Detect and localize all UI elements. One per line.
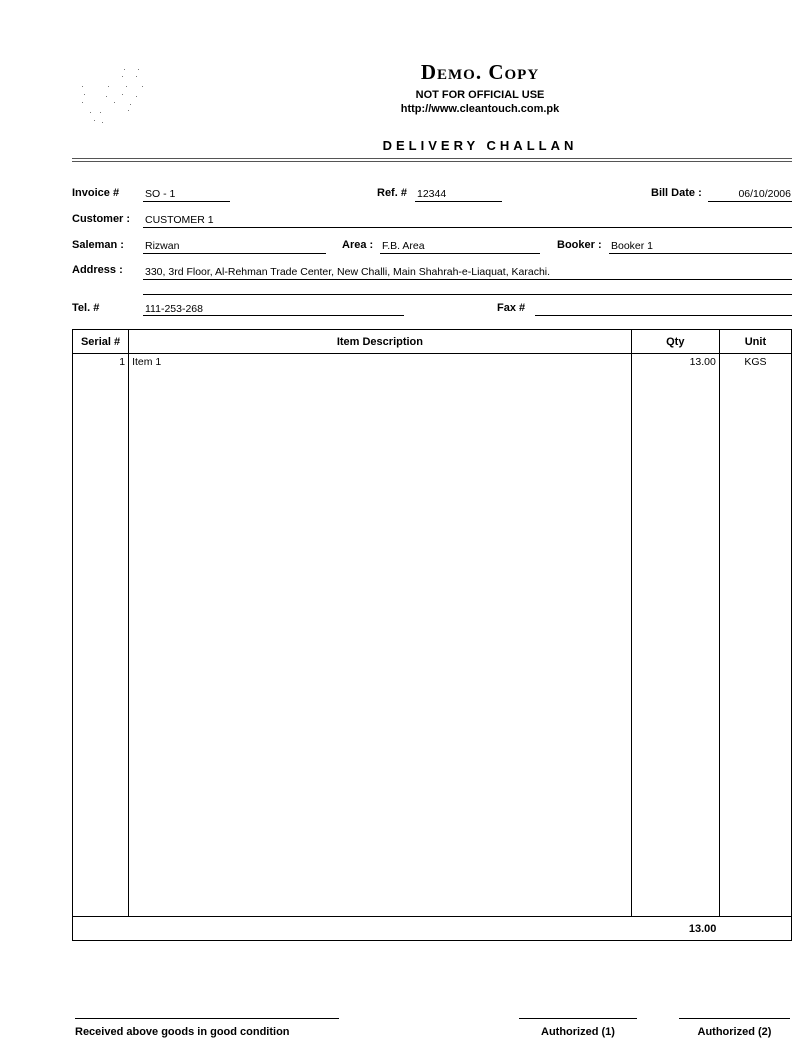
tel-underline	[143, 315, 404, 316]
table-filler-row	[73, 370, 792, 917]
invoice-value: SO - 1	[145, 188, 176, 200]
tel-label: Tel. #	[72, 302, 100, 314]
qty-header: Qty	[631, 330, 719, 354]
title-divider-top	[72, 158, 792, 159]
table-total-row	[73, 917, 792, 941]
saleman-label: Saleman :	[72, 239, 124, 251]
ref-label: Ref. #	[377, 187, 407, 199]
serial-cell: 1	[73, 354, 129, 371]
authorized-1-signature-line	[519, 1018, 637, 1019]
title-divider-bottom	[72, 161, 792, 162]
document-title: DELIVERY CHALLAN	[382, 138, 578, 153]
serial-header: Serial #	[73, 330, 129, 354]
booker-value: Booker 1	[611, 240, 654, 252]
filler-cell	[631, 370, 719, 917]
address-value: 330, 3rd Floor, Al-Rehman Trade Center, New Challi, Main Shahrah-e-Liaquat, Karachi.	[145, 266, 551, 278]
invoice-label: Invoice #	[72, 187, 120, 199]
bill-date-label: Bill Date :	[651, 187, 702, 199]
demo-copy-title: Demo. Copy	[420, 60, 540, 84]
customer-label: Customer :	[72, 213, 131, 225]
address-underline-2	[143, 294, 792, 295]
customer-value: CUSTOMER 1	[145, 214, 214, 226]
area-label: Area :	[342, 239, 374, 251]
table-header-row	[73, 330, 792, 354]
description-header: Item Description	[129, 330, 632, 354]
description-cell: Item 1	[129, 354, 632, 371]
area-underline	[380, 253, 540, 254]
ref-underline	[415, 201, 502, 202]
total-spacer	[73, 917, 632, 941]
total-unit-spacer	[719, 917, 791, 941]
saleman-value: Rizwan	[145, 240, 180, 252]
authorized-1-caption: Authorized (1)	[541, 1026, 615, 1038]
customer-underline	[143, 227, 792, 228]
not-official-notice: NOT FOR OFFICIAL USE	[415, 89, 545, 101]
address-label: Address :	[72, 264, 123, 276]
filler-cell	[73, 370, 129, 917]
bill-date-value: 06/10/2006	[738, 188, 791, 200]
saleman-underline	[143, 253, 326, 254]
qty-cell: 13.00	[631, 354, 719, 371]
authorized-2-signature-line	[679, 1018, 790, 1019]
fax-label: Fax #	[497, 302, 526, 314]
tel-value: 111-253-268	[145, 303, 203, 315]
bill-date-underline	[708, 201, 792, 202]
table-row	[73, 354, 792, 371]
fax-underline	[535, 315, 792, 316]
items-table	[72, 329, 792, 941]
filler-cell	[719, 370, 791, 917]
area-value: F.B. Area	[382, 240, 425, 252]
booker-label: Booker :	[557, 239, 602, 251]
total-qty: 13.00	[631, 917, 719, 941]
filler-cell	[129, 370, 632, 917]
booker-underline	[609, 253, 792, 254]
unit-header: Unit	[719, 330, 791, 354]
received-signature-line	[75, 1018, 339, 1019]
authorized-2-caption: Authorized (2)	[697, 1026, 772, 1038]
company-logo	[78, 66, 148, 126]
received-caption: Received above goods in good condition	[75, 1026, 290, 1038]
unit-cell: KGS	[719, 354, 791, 371]
ref-value: 12344	[417, 188, 447, 200]
invoice-underline	[143, 201, 230, 202]
address-underline-1	[143, 279, 792, 280]
website-url: http://www.cleantouch.com.pk	[400, 103, 560, 115]
